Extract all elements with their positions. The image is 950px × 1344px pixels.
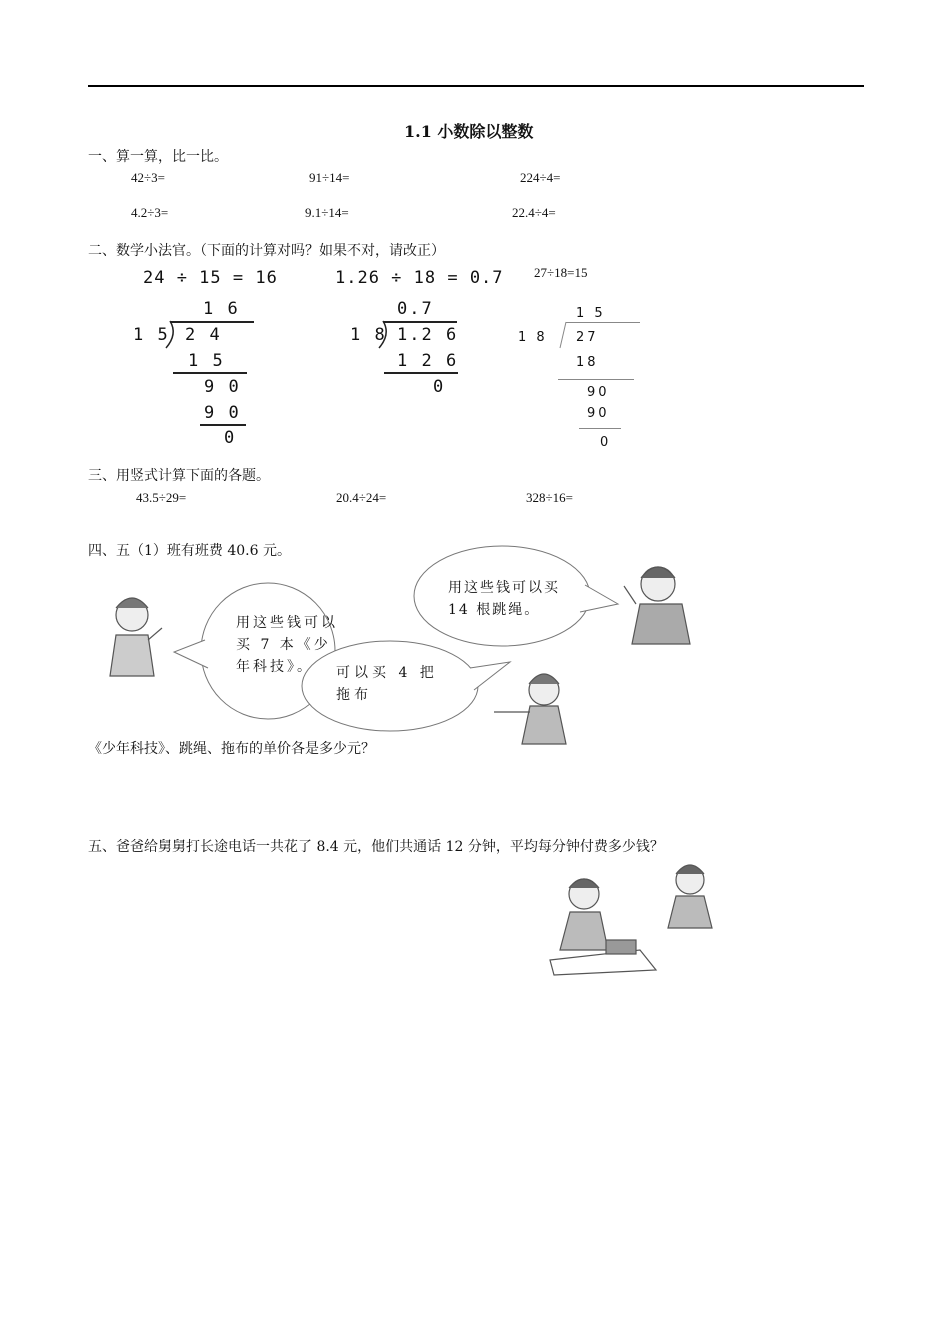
p1-dividend: 2 4 <box>185 325 222 345</box>
p1-rem2: 0 <box>224 428 237 448</box>
p1-rem1: 9 0 <box>204 377 241 397</box>
p3-sub2: 90 <box>587 406 610 421</box>
p1-sub2: 9 0 <box>204 403 241 423</box>
bubble-left-text: 用这些钱可以买 7 本《少年科技》。 <box>236 615 338 675</box>
p3-sub1: 18 <box>576 355 599 370</box>
p2-rem1: 0 <box>433 377 446 397</box>
p2-quotient: 0.7 <box>397 299 434 319</box>
s1-r1-c2: 91÷14= <box>309 170 350 185</box>
p1-divisor: 1 5 <box>133 325 170 345</box>
p2-equation: 1.26 ÷ 18 = 0.7 <box>335 268 504 288</box>
bubble-middle-text: 可以买 4 把拖布 <box>336 665 438 703</box>
s3-item2: 20.4÷24= <box>336 490 387 505</box>
s1-r1-c3: 224÷4= <box>520 170 561 185</box>
p1-quotient: 1 6 <box>203 299 240 319</box>
p3-rem1: 90 <box>587 385 610 400</box>
s1-r1-c1: 42÷3= <box>131 170 165 185</box>
section1-heading: 一、算一算，比一比。 <box>88 149 228 165</box>
p3-quotient: 1 5 <box>576 306 606 321</box>
section4-question: 《少年科技》、跳绳、拖布的单价各是多少元？ <box>88 741 375 757</box>
section4-heading: 四、五（1）班有班费 40.6 元。 <box>88 543 291 559</box>
s1-r2-c1: 4.2÷3= <box>131 205 169 220</box>
p2-sub1: 1 2 6 <box>397 351 459 371</box>
s1-r2-c3: 22.4÷4= <box>512 205 556 220</box>
page-title: 1.1 小数除以整数 <box>404 122 534 141</box>
p3-rem2: 0 <box>600 435 612 450</box>
p3-dividend: 27 <box>576 330 599 345</box>
p2-dividend: 1.2 6 <box>397 325 459 345</box>
p2-divisor: 1 8 <box>350 325 387 345</box>
p3-equation: 27÷18=15 <box>534 265 588 280</box>
s1-r2-c2: 9.1÷14= <box>305 205 349 220</box>
p3-divisor: 1 8 <box>518 330 548 345</box>
p1-equation: 24 ÷ 15 = 16 <box>143 268 278 288</box>
bubble-right-text: 用这些钱可以买 14 根跳绳。 <box>448 580 560 618</box>
section5-heading: 五、爸爸给舅舅打长途电话一共花了 8.4 元，他们共通话 12 分钟，平均每分钟付费多少钱？ <box>88 839 664 855</box>
section2-heading: 二、数学小法官。（下面的计算对吗？如果不对，请改正） <box>88 243 445 259</box>
section3-heading: 三、用竖式计算下面的各题。 <box>88 468 270 484</box>
p1-sub1: 1 5 <box>188 351 225 371</box>
s3-item3: 328÷16= <box>526 490 573 505</box>
s3-item1: 43.5÷29= <box>136 490 187 505</box>
